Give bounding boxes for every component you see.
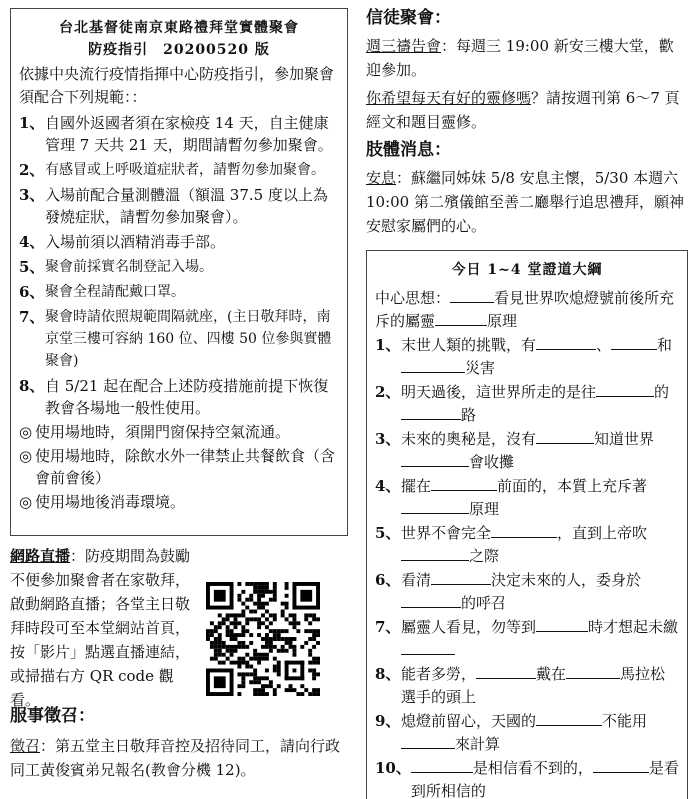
outline-text: 世界不會完全 (401, 524, 492, 542)
covid-rule (19, 306, 339, 372)
note-text: 使用場地時，除飲水外一律禁止共餐飲食（含會前會後） (35, 447, 336, 487)
qr-code-icon (206, 582, 320, 696)
note-text: 使用場地時，須開門窗保持空氣流通。 (35, 423, 291, 441)
covid-title: 台北基督徒南京東路禮拜堂實體聚會 (59, 20, 299, 36)
outline-number: 2、 (375, 383, 401, 401)
outline-text: 會收攤 (469, 453, 515, 471)
outline-text: 是看到所相信的 (410, 759, 679, 799)
outline-item (375, 475, 679, 521)
fill-blank[interactable] (431, 475, 497, 491)
rule-number: 7、 (19, 308, 45, 326)
outline-text: 能者多勞， (401, 665, 477, 683)
outline-number: 8、 (375, 665, 401, 683)
covid-note (19, 491, 339, 513)
devotion-text: ？請按週刊第 6～7 頁經文和題目靈修。 (366, 89, 680, 131)
outline-text: 的 (654, 383, 670, 401)
prayer-meeting-text: ：每週三 19:00 新安三樓大堂，歡迎參加。 (366, 37, 674, 79)
outline-text: 未來的奧秘是，沒有 (401, 430, 537, 448)
outline-text: 戴在 (536, 665, 567, 683)
outline-number: 5、 (375, 524, 401, 542)
note-mark: ◎ (19, 447, 33, 465)
covid-rule (19, 256, 339, 278)
body-news-label: 安息 (366, 169, 397, 187)
rule-text: 有感冒或上呼吸道症狀者，請暫勿參加聚會。 (45, 162, 325, 178)
prayer-meeting-paragraph (366, 34, 688, 82)
right-column (366, 6, 688, 799)
devotion-label: 你希望每天有好的靈修嗎 (366, 89, 532, 107)
fill-blank[interactable] (411, 757, 473, 773)
rule-number: 1、 (19, 114, 45, 132)
outline-text: 時才想起未繳 (588, 618, 679, 636)
rule-number: 6、 (19, 283, 45, 301)
rule-number: 8、 (19, 377, 45, 395)
fill-blank[interactable] (401, 545, 469, 561)
outline-text: 擺在 (401, 477, 432, 495)
fill-blank[interactable] (536, 334, 596, 350)
covid-rule (19, 159, 339, 181)
fellowship-heading: 信徒聚會： (366, 8, 451, 28)
body-news-paragraph (366, 166, 688, 238)
qr-code-image[interactable] (206, 582, 320, 696)
sermon-outline-box (366, 250, 688, 799)
outline-number: 1、 (375, 336, 401, 354)
covid-rule (19, 231, 339, 253)
rule-text: 入場前須以酒精消毒手部。 (45, 233, 226, 251)
outline-text: 馬拉松選手的頭上 (401, 665, 666, 706)
theme-text: 看見世界吹熄燈號前後所充斥的屬靈 (375, 289, 675, 330)
live-stream-paragraph (10, 544, 192, 712)
serve-heading: 服事徵召： (10, 706, 95, 726)
covid-rule (19, 112, 339, 156)
theme-label: 中心思想： (375, 289, 451, 307)
fill-blank[interactable] (401, 451, 469, 467)
outline-text: 看清 (401, 571, 432, 589)
outline-item (375, 334, 679, 380)
outline-text: 決定未來的人，委身於 (491, 571, 642, 589)
covid-intro: 依據中央流行疫情指揮中心防疫指引，參加聚會須配合下列規範：： (19, 65, 335, 106)
outline-item (375, 522, 679, 568)
sermon-theme (375, 287, 679, 333)
fill-blank[interactable] (596, 381, 654, 397)
outline-text: 熄燈前留心，天國的 (401, 712, 537, 730)
rule-text: 入場前配合量測體溫（額溫 37.5 度以上為發燒症狀，請暫勿參加聚會）。 (45, 186, 328, 226)
outline-item (375, 569, 679, 615)
fill-blank[interactable] (593, 757, 649, 773)
note-mark: ◎ (19, 493, 33, 511)
body-news-heading: 肢體消息： (366, 140, 451, 160)
devotion-paragraph (366, 86, 688, 134)
rule-number: 4、 (19, 233, 45, 251)
note-mark: ◎ (19, 423, 33, 441)
live-stream-text: ：防疫期間為鼓勵不便參加聚會者在家敬拜，啟動網路直播；各堂主日敬拜時段可至本堂網站首頁，按「影片」點選直播連結，或掃描右方 QR code 觀看。 (10, 547, 191, 709)
outline-number: 10、 (375, 759, 411, 777)
fill-blank[interactable] (536, 710, 602, 726)
outline-item (375, 616, 679, 662)
covid-rule (19, 184, 339, 228)
fill-blank[interactable] (431, 569, 491, 585)
outline-text: 前面的，本質上充斥著 (497, 477, 648, 495)
outline-number: 3、 (375, 430, 401, 448)
rule-number: 5、 (19, 258, 45, 276)
covid-rule (19, 375, 339, 419)
fill-blank[interactable] (476, 663, 536, 679)
outline-text: 原理 (469, 500, 500, 518)
outline-number: 9、 (375, 712, 401, 730)
outline-item (375, 757, 679, 799)
rule-text: 自國外返國者須在家檢疫 14 天，自主健康管理 7 天共 21 天，期間請暫勿參加聚會。 (45, 114, 333, 154)
fill-blank[interactable] (611, 334, 657, 350)
outline-text: 屬靈人看見，勿等到 (401, 618, 537, 636)
fill-blank[interactable] (401, 733, 455, 749)
theme-end: 原理 (487, 312, 518, 330)
covid-rule (19, 281, 339, 303)
outline-number: 4、 (375, 477, 401, 495)
rule-number: 2、 (19, 161, 45, 179)
fill-blank[interactable] (401, 404, 461, 420)
body-news-text: ：蘇繼同姊妹 5/8 安息主懷，5/30 本週六 10:00 第二殯儀館至善二廳舉行追思禮拜，願神安慰家屬們的心。 (366, 169, 684, 235)
outline-number: 6、 (375, 571, 401, 589)
rule-text: 聚會全程請配戴口罩。 (45, 284, 185, 300)
fill-blank[interactable] (536, 616, 588, 632)
outline-text: 不能用 (602, 712, 648, 730)
outline-text: 和 (657, 336, 673, 354)
serve-paragraph (10, 734, 348, 782)
sermon-outline-title: 今日 1~4 堂證道大綱 (451, 262, 603, 278)
fill-blank[interactable] (566, 663, 620, 679)
serve-text: ：第五堂主日敬拜音控及招待同工，請向行政同工黃俊賓弟兄報名(教會分機 12)。 (10, 737, 341, 779)
covid-subtitle: 防疫指引 20200520 版 (88, 42, 270, 58)
covid-guideline-box (10, 8, 348, 536)
outline-item (375, 428, 679, 474)
outline-text: 災害 (465, 359, 496, 377)
outline-item (375, 381, 679, 427)
outline-text: 的呼召 (461, 594, 507, 612)
outline-text: 來計算 (455, 735, 501, 753)
fill-blank[interactable] (491, 522, 557, 538)
outline-text: 路 (461, 406, 477, 424)
fill-blank[interactable] (536, 428, 594, 444)
outline-text: 、 (596, 336, 612, 354)
outline-item (375, 663, 679, 709)
prayer-meeting-label: 週三禱告會 (366, 37, 442, 55)
live-stream-label: 網路直播 (10, 547, 71, 565)
outline-text: ，直到上帝吹 (557, 524, 648, 542)
fill-blank[interactable] (401, 639, 455, 655)
outline-text: 明天過後，這世界所走的是往 (401, 383, 597, 401)
left-column (10, 8, 348, 782)
outline-text: 知道世界 (594, 430, 655, 448)
rule-text: 聚會前採實名制登記入場。 (45, 259, 213, 275)
covid-note (19, 421, 339, 443)
live-stream-section (10, 544, 348, 709)
rule-number: 3、 (19, 186, 45, 204)
note-text: 使用場地後消毒環境。 (35, 493, 186, 511)
outline-text: 是相信看不到的， (472, 759, 593, 777)
serve-label: 徵召 (10, 737, 41, 755)
fill-blank[interactable] (401, 592, 461, 608)
outline-text: 之際 (469, 547, 500, 565)
fill-blank[interactable] (401, 357, 465, 373)
outline-text: 末世人類的挑戰，有 (401, 336, 537, 354)
outline-item (375, 710, 679, 756)
fill-blank[interactable] (435, 310, 487, 326)
fill-blank[interactable] (401, 498, 469, 514)
outline-number: 7、 (375, 618, 401, 636)
fill-blank[interactable] (450, 287, 494, 303)
rule-text: 聚會時請依照規範間隔就座，(主日敬拜時，南京堂三樓可容納 160 位、四樓 50 位參與實體聚會) (45, 309, 332, 369)
rule-text: 自 5/21 起在配合上述防疫措施前提下恢復教會各場地一般性使用。 (45, 377, 329, 417)
covid-note (19, 445, 339, 489)
